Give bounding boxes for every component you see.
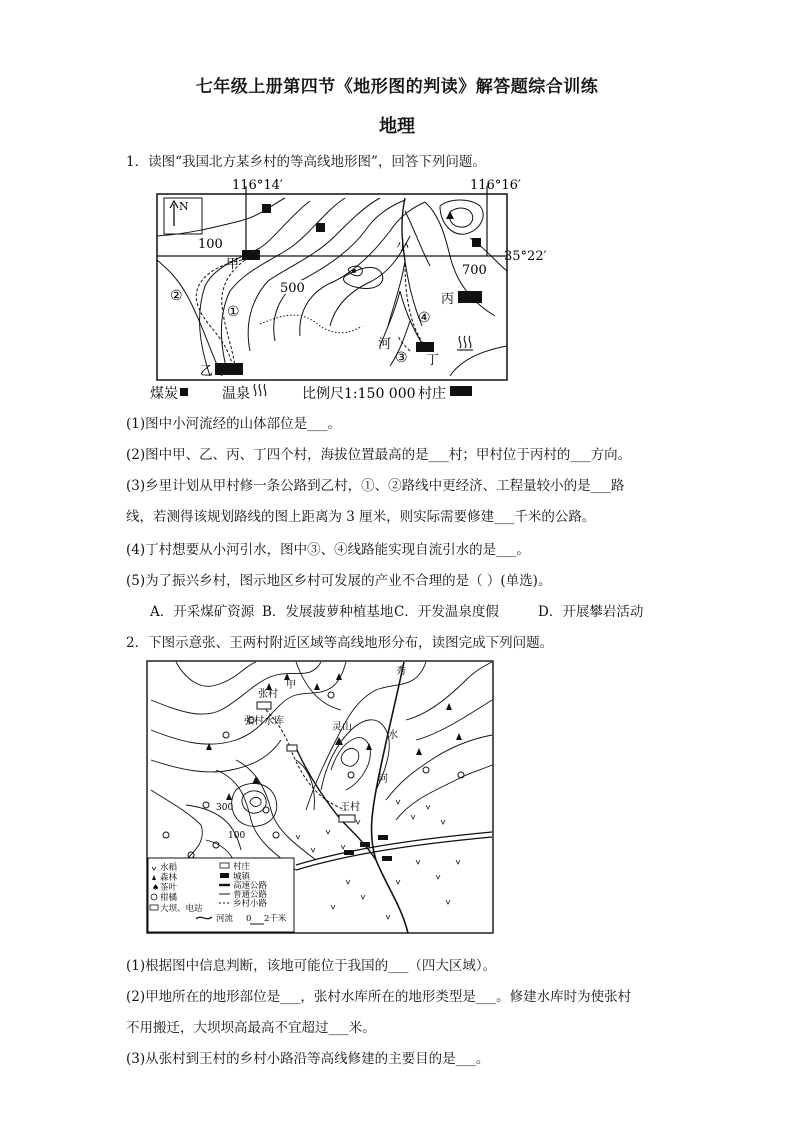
q1-stem: 1．读图“我国北方某乡村的等高线地形图”，回答下列问题。: [126, 154, 486, 170]
legend-village-icon: [450, 386, 472, 396]
q1-sub-5: (5)为了振兴乡村，图示地区乡村可发展的产业不合理的是（ ）(单选)。: [126, 573, 552, 589]
q2-sub-2: (2)甲地所在的地形部位是___，张村水库所在的地形类型是___。修建水库时为使张村: [126, 989, 632, 1005]
jia-label: 甲: [286, 680, 296, 691]
q1-sub-3-cont: 线，若测得该规划路线的图上距离为 3 厘米，则实际需要修建___千米的公路。: [126, 509, 596, 525]
q2-sub-2-cont: 不用搬迁，大坝坝高最高不宜超过___米。: [126, 1020, 376, 1036]
q1-option-c: C．开发温泉度假: [394, 604, 499, 620]
q1-sub-3: (3)乡里计划从甲村修一条公路到乙村，①、②路线中更经济、工程量较小的是___路: [126, 478, 625, 494]
river-label-xiao: 小: [396, 239, 410, 254]
legend-path: 乡村小路: [233, 899, 268, 909]
contour-lines: [151, 662, 492, 885]
dam-icon: [287, 745, 297, 751]
cliff-symbol: [260, 315, 362, 333]
subject-heading: 地理: [379, 116, 415, 137]
legend-rice: 水稻: [160, 863, 178, 873]
reservoir-label: 张村水库: [244, 716, 284, 727]
legend-scale-2: 2千米: [264, 914, 287, 924]
route-4-label: ④: [418, 310, 431, 326]
legend-spring-icon: [254, 384, 266, 396]
legend-dam: 大坝、电站: [160, 904, 203, 914]
lon-left-label: 116°14′: [232, 178, 283, 193]
river-line: [372, 662, 408, 933]
river-char-xiu: 秀: [396, 666, 406, 677]
zhang-village-label: 张村: [258, 689, 278, 700]
q1-option-a: A．开采煤矿资源: [150, 604, 255, 620]
q1-option-d: D．开展攀岩活动: [538, 604, 644, 620]
legend-scale-label: 比例尺1:150 000: [302, 386, 416, 402]
q2-contour-map: [146, 660, 496, 936]
village-ding-label: 丁: [426, 353, 440, 368]
contour-300-label: 300: [216, 803, 234, 813]
town-icon: [382, 856, 392, 861]
wang-village-label: 王村: [340, 802, 360, 813]
river-char-shui: 水: [388, 730, 398, 741]
contour-700-label: 700: [462, 263, 487, 278]
river-label-he: 河: [378, 337, 392, 352]
route-2-label: ②: [170, 288, 183, 304]
route-3-label: ③: [395, 350, 408, 366]
lon-right-label: 116°16′: [470, 178, 521, 193]
wang-village-icon: [339, 815, 355, 822]
village-bing-label: 丙: [441, 292, 455, 307]
q1-sub-4: (4)丁村想要从小河引水，图中③、④线路能实现自流引水的是___。: [126, 542, 530, 558]
village-jia-icon: [242, 250, 260, 260]
coal-icon: [472, 238, 481, 247]
rice-icons: [296, 800, 460, 919]
legend-citrus: 柑橘: [160, 893, 178, 903]
legend-coal-label: 煤炭: [150, 386, 178, 402]
q1-sub-2: (2)图中甲、乙、丙、丁四个村，海拔位置最高的是___村；甲村位于丙村的___方向。: [126, 447, 632, 463]
legend-highway: 高速公路: [233, 881, 268, 891]
contour-100-label: 100: [228, 831, 246, 841]
village-jia-label: 甲: [226, 257, 240, 272]
summit-dot-icon: [352, 269, 356, 273]
svg-text:♠: ♠: [152, 883, 160, 892]
village-yi-icon: [215, 363, 243, 375]
legend-town: 城镇: [233, 872, 251, 882]
citrus-icons: [163, 692, 464, 858]
coal-icon: [262, 204, 271, 213]
q2-sub-1: (1)根据图中信息判断，该地可能位于我国的___（四大区域）。: [126, 958, 497, 974]
q1-sub-1: (1)图中小河流经的山体部位是___。: [126, 416, 341, 432]
q2-sub-3: (3)从张村到王村的乡村小路沿等高线修建的主要目的是___。: [126, 1051, 490, 1067]
q1-option-b: B．发展菠萝种植基地: [262, 604, 394, 620]
legend-forest: 森林: [160, 873, 178, 883]
page-title: 七年级上册第四节《地形图的判读》解答题综合训练: [195, 77, 599, 97]
legend-village-label: 村庄: [418, 386, 446, 402]
contour-100-label: 100: [198, 237, 223, 252]
lat-label: 35°22′: [504, 249, 547, 264]
q1-contour-map: [150, 176, 547, 406]
lingshan-label: 灵山: [332, 722, 352, 733]
village-ding-icon: [416, 342, 434, 352]
hot-spring-icon: [457, 336, 473, 350]
q2-stem: 2．下图示意张、王两村附近区域等高线地形分布，读图完成下列问题。: [126, 635, 554, 651]
route-1-label: ①: [227, 304, 240, 320]
legend-village: 村庄: [233, 862, 251, 872]
legend-coal-icon: [180, 388, 188, 396]
town-icon: [344, 850, 354, 855]
contour-lines: [157, 198, 507, 376]
legend-road: 普通公路: [233, 890, 268, 900]
legend-river: 河流: [216, 914, 234, 924]
legend-scale-0: 0: [246, 914, 252, 924]
peak-icon: [446, 211, 454, 219]
legend-spring-label: 温泉: [222, 386, 250, 402]
north-label: N: [179, 200, 189, 213]
zhang-village-icon: [257, 702, 271, 709]
village-bing-icon: [458, 291, 482, 303]
village-yi-label: 乙: [200, 364, 214, 379]
legend-tea: 茶叶: [160, 883, 178, 893]
town-icon: [378, 835, 388, 840]
map1-frame: [157, 194, 507, 380]
contour-500-label: 500: [280, 281, 305, 296]
river-char-he: 河: [378, 774, 388, 785]
town-icon: [360, 842, 370, 847]
coal-icon: [316, 223, 325, 232]
